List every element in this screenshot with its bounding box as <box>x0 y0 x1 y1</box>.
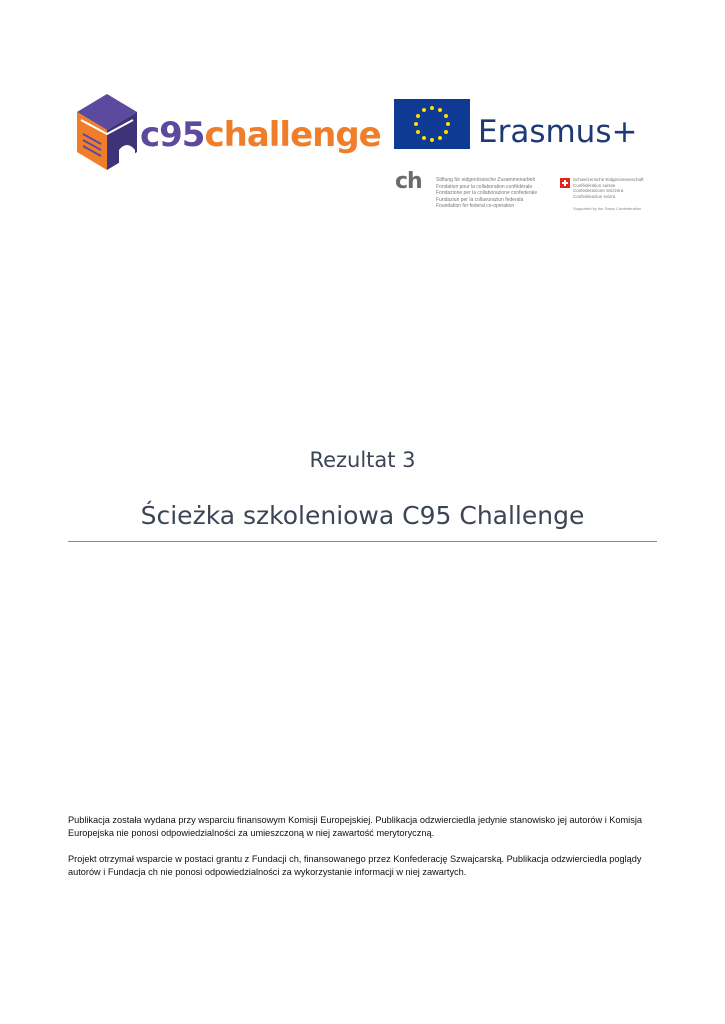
swiss-confederation-text: Schweizerische Eidgenossenschaft Confédération suisse Confederazione Svizzera Confederaziun svizra <box>573 177 644 199</box>
eu-funding-disclaimer: Publikacja została wydana przy wsparciu finansowym Komisji Europejskiej. Publikacja odzwierciedla jedynie stanowisko jej autorów i Komisja Europejska nie ponosi odpowiedzialności za umieszczoną w niej zawartość merytoryczną. <box>68 815 642 838</box>
ch-funding-disclaimer: Projekt otrzymał wsparcie w postaci grantu z Fundacji ch, finansowanego przez Konfederację Szwajcarską. Publikacja odzwierciedla poglądy autorów i Fundacja ch nie ponosi odpowiedzialności za wykorzystanie informacji w niej zawartych. <box>68 854 642 877</box>
c95-logo-wordmark <box>140 115 381 155</box>
ch-foundation-logo: ch <box>395 169 422 194</box>
swiss-flag-icon <box>560 178 570 188</box>
document-title: Ścieżka szkoleniowa C95 Challenge <box>140 501 585 530</box>
c95-wordmark-part: c95 <box>140 115 205 155</box>
swiss-support-note: Supported by the Swiss Confederation <box>573 206 642 211</box>
eu-flag-icon <box>394 99 470 149</box>
erasmus-plus-logo: Erasmus+ <box>478 114 638 150</box>
document-subtitle: Rezultat 3 <box>309 448 416 472</box>
challenge-wordmark-part: challenge <box>204 115 381 155</box>
ch-foundation-text: Stiftung für eidgenössische Zusammenarbeit Fondation pour la collaboration confédérale Fondazione per la collaborazione confederale Fundaziun per la collavuraziun federala Foundation for federal co-operation <box>436 177 538 210</box>
title-divider <box>68 541 657 542</box>
